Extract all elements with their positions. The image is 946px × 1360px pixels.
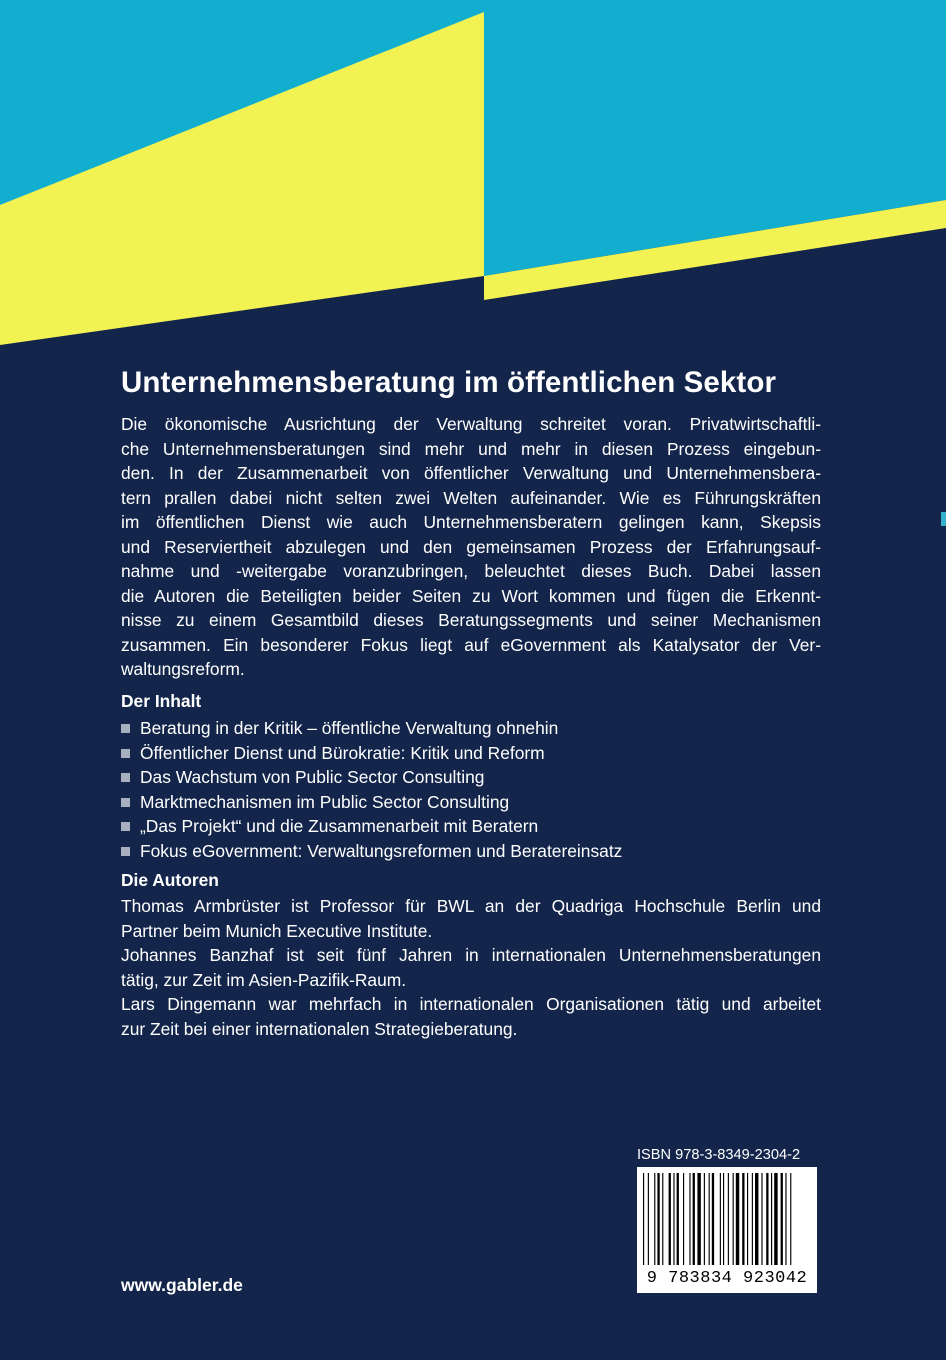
barcode-bar — [683, 1173, 684, 1265]
barcode-digits: 9 783834 923042 — [646, 1269, 808, 1288]
barcode-bar — [785, 1173, 786, 1265]
barcode — [637, 1167, 817, 1293]
list-item-label: Marktmechanismen im Public Sector Consulting — [140, 791, 510, 812]
intro-line: nisse zu einem Gesamtbild dieses Beratungssegments und seiner Mechanismen — [121, 610, 821, 630]
book-title: Unternehmensberatung im öffentlichen Sektor — [121, 366, 777, 399]
barcode-bar — [728, 1173, 729, 1265]
isbn-label: ISBN 978-3-8349-2304-2 — [637, 1147, 801, 1163]
list-item — [121, 741, 622, 766]
square-bullet-icon — [121, 798, 130, 807]
edge-accent-mark — [941, 512, 946, 526]
barcode-bar — [747, 1173, 748, 1265]
barcode-bar — [693, 1173, 695, 1265]
barcode-bar — [742, 1173, 744, 1265]
intro-line: zusammen. Ein besonderer Fokus liegt auf eGovernment als Katalysator der Ver- — [121, 634, 821, 655]
barcode-bar — [774, 1173, 777, 1265]
contents-list — [121, 716, 622, 864]
intro-line: nahme und -weitergabe voranzubringen, beleuchtet dieses Buch. Dabei lassen — [121, 561, 821, 581]
barcode-bar — [771, 1173, 772, 1265]
author-line: tätig, zur Zeit im Asien-Pazifik-Raum. — [121, 969, 407, 990]
list-item-label: Öffentlicher Dienst und Bürokratie: Kritik und Reform — [140, 742, 545, 763]
barcode-bar — [677, 1173, 679, 1265]
barcode-bar — [709, 1173, 710, 1265]
authors-paragraph — [121, 894, 821, 1041]
barcode-bar — [654, 1173, 655, 1265]
barcode-bar — [755, 1173, 758, 1265]
list-item — [121, 765, 622, 790]
intro-line: im öffentlichen Dienst wie auch Unternehmensberatern gelingen kann, Skepsis — [121, 512, 821, 532]
barcode-bar — [669, 1173, 671, 1265]
barcode-bar — [704, 1173, 705, 1265]
square-bullet-icon — [121, 847, 130, 856]
list-item-label: „Das Projekt“ und die Zusammenarbeit mit Beratern — [140, 816, 539, 837]
author-line: zur Zeit bei einer internationalen Strategieberatung. — [121, 1018, 518, 1039]
barcode-bar — [723, 1173, 724, 1265]
barcode-bar — [733, 1173, 734, 1265]
barcode-bar — [643, 1173, 644, 1265]
barcode-bar — [657, 1173, 659, 1265]
author-line: Lars Dingemann war mehrfach in internationalen Organisationen tätig und arbeitet — [121, 994, 821, 1014]
square-bullet-icon — [121, 822, 130, 831]
authors-heading: Die Autoren — [121, 870, 219, 890]
intro-line: Die ökonomische Ausrichtung der Verwaltung schreitet voran. Privatwirtschaftli- — [121, 414, 821, 434]
barcode-bar — [673, 1173, 674, 1265]
barcode-bars — [637, 1167, 817, 1271]
barcode-bar — [712, 1173, 714, 1265]
barcode-bar — [766, 1173, 768, 1265]
intro-line: tern prallen dabei nicht selten zwei Welten aufeinander. Wie es Führungskräften — [121, 487, 821, 508]
intro-line: waltungsreform. — [121, 659, 245, 679]
author-line: Thomas Armbrüster ist Professor für BWL an der Quadriga Hochschule Berlin und — [121, 896, 821, 916]
author-line: Partner beim Munich Executive Institute. — [121, 920, 433, 941]
barcode-bar — [790, 1173, 791, 1265]
square-bullet-icon — [121, 773, 130, 782]
barcode-bar — [720, 1173, 721, 1265]
barcode-bar — [648, 1173, 649, 1265]
list-item-label: Das Wachstum von Public Sector Consulting — [140, 767, 485, 788]
intro-line: den. In der Zusammenarbeit von öffentlicher Verwaltung und Unternehmensbera- — [121, 463, 821, 483]
barcode-bar — [689, 1173, 690, 1265]
list-item — [121, 716, 622, 741]
intro-line: und Reserviertheit abzulegen und den gemeinsamen Prozess der Erfahrungsauf- — [121, 536, 821, 557]
barcode-bar — [736, 1173, 739, 1265]
square-bullet-icon — [121, 749, 130, 758]
list-item — [121, 790, 622, 815]
intro-line: die Autoren die Beteiligten beider Seiten zu Wort kommen und fügen die Erkennt- — [121, 585, 821, 606]
intro-paragraph — [121, 412, 821, 682]
list-item — [121, 839, 622, 864]
list-item-label: Beratung in der Kritik – öffentliche Verwaltung ohnehin — [140, 718, 559, 738]
intro-line: che Unternehmensberatungen sind mehr und mehr in diesen Prozess eingebun- — [121, 438, 821, 459]
barcode-bar — [697, 1173, 700, 1265]
barcode-bar — [761, 1173, 762, 1265]
barcode-bar — [781, 1173, 783, 1265]
author-line: Johannes Banzhaf ist seit fünf Jahren in internationalen Unternehmensberatungen — [121, 945, 821, 965]
barcode-bar — [662, 1173, 663, 1265]
barcode-bar — [752, 1173, 753, 1265]
contents-heading: Der Inhalt — [121, 691, 202, 711]
square-bullet-icon — [121, 724, 130, 733]
list-item — [121, 814, 622, 839]
publisher-website: www.gabler.de — [121, 1275, 243, 1295]
list-item-label: Fokus eGovernment: Verwaltungsreformen und Beratereinsatz — [140, 840, 623, 861]
